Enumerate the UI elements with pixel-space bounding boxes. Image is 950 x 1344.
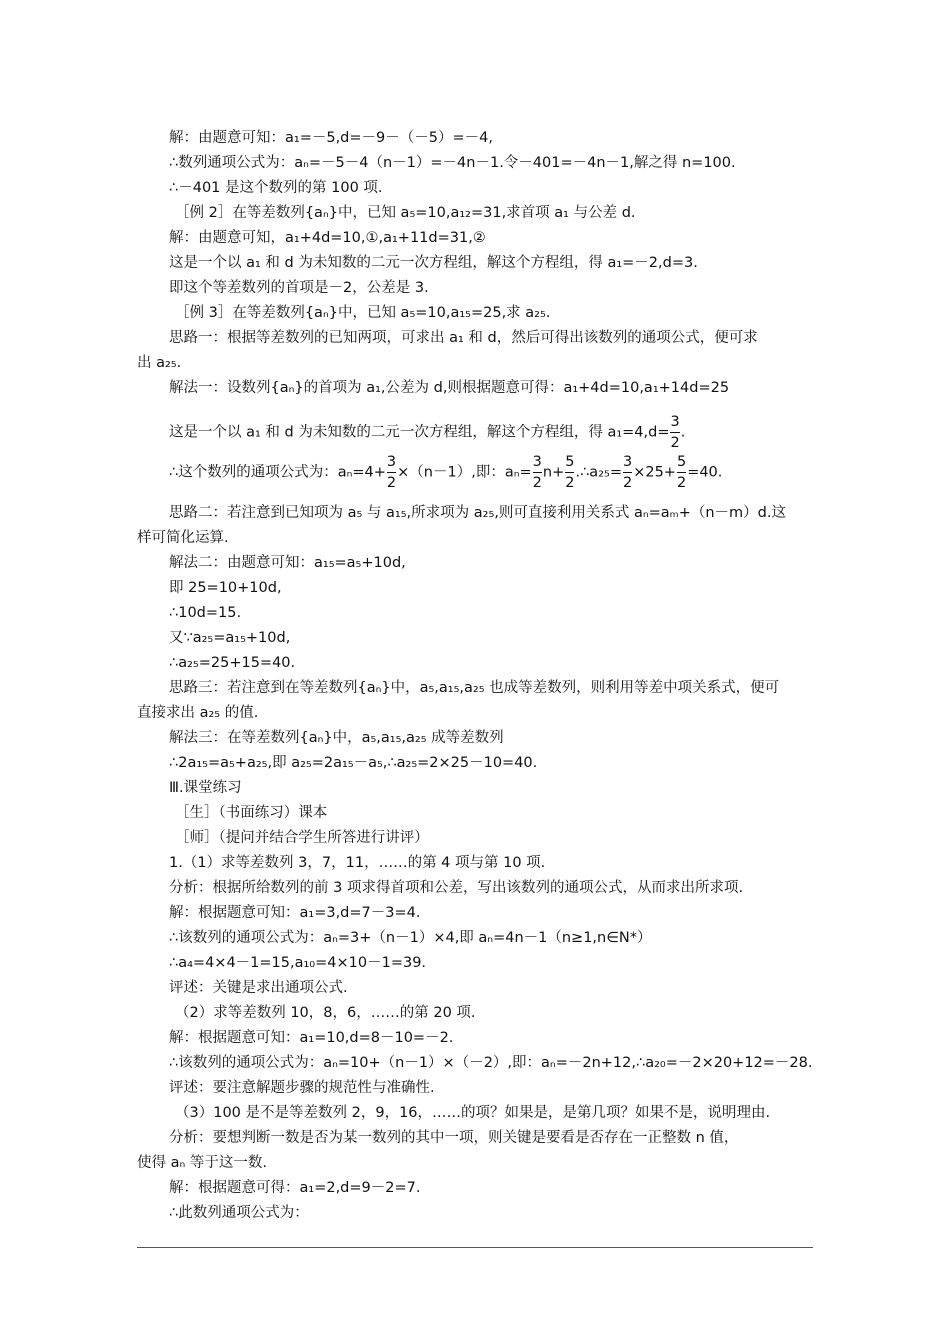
text-line: ∴2a₁₅=a₅+a₂₅,即 a₂₅=2a₁₅－a₅,∴a₂₅=2×25－10=40. xyxy=(169,755,538,771)
text-line: ∴此数列通项公式为： xyxy=(169,1205,309,1221)
fraction-numerator: 3 xyxy=(387,452,396,473)
text-line: ∴该数列的通项公式为：aₙ=3+（n－1）×4,即 aₙ=4n－1（n≥1,n∈N*） xyxy=(169,930,652,946)
text-line: 即这个等差数列的首项是－2，公差是 3. xyxy=(169,280,429,296)
text-line: ［例 2］在等差数列{aₙ}中，已知 a₅=10,a₁₂=31,求首项 a₁ 与公差 d. xyxy=(175,205,636,221)
text-line: 分析：要想判断一数是否为某一数列的其中一项，则关键是要看是否存在一正整数 n 值， xyxy=(169,1130,739,1146)
fraction-denominator: 2 xyxy=(532,475,542,491)
text-line: 直接求出 a₂₅ 的值. xyxy=(137,705,259,721)
text-line: 样可简化运算. xyxy=(137,530,229,546)
text-segment: n+ xyxy=(542,464,565,481)
text-segment: . xyxy=(680,424,686,441)
fraction xyxy=(387,452,396,493)
text-segment: 这是一个以 a₁ 和 d 为未知数的二元一次方程组，解这个方程组，得 a₁=4,d= xyxy=(169,424,670,441)
text-line: ∴10d=15. xyxy=(169,605,242,621)
text-line: 解：由题意可知，a₁+4d=10,①,a₁+11d=31,② xyxy=(169,230,486,246)
text-segment: ∴这个数列的通项公式为：aₙ=4+ xyxy=(169,464,386,481)
fraction-numerator: 3 xyxy=(670,412,679,433)
text-line: 思路一：根据等差数列的已知两项，可求出 a₁ 和 d，然后可得出该数列的通项公式，便可求 xyxy=(169,330,758,346)
text-line: ∴a₄=4×4－1=15,a₁₀=4×10－1=39. xyxy=(169,955,427,971)
text-line: 1.（1）求等差数列 3，7，11，……的第 4 项与第 10 项. xyxy=(169,855,546,871)
solve-equation-line xyxy=(0,412,950,453)
fraction xyxy=(677,452,686,493)
fraction-numerator: 3 xyxy=(623,452,632,473)
general-term-formula-line xyxy=(0,452,950,493)
text-line: ∴－401 是这个数列的第 100 项. xyxy=(169,180,383,196)
fraction-three-halves xyxy=(670,412,679,453)
text-line: 解法三：在等差数列{aₙ}中，a₅,a₁₅,a₂₅ 成等差数列 xyxy=(169,730,504,746)
fraction-numerator: 3 xyxy=(533,452,542,473)
fraction-denominator: 2 xyxy=(565,475,575,491)
text-line: （3）100 是不是等差数列 2，9，16，……的项？如果是，是第几项？如果不是，说明理由. xyxy=(175,1105,771,1121)
text-line: ∴该数列的通项公式为：aₙ=10+（n－1）×（－2）,即：aₙ=－2n+12,∴a₂₀=－2×20+12=－28. xyxy=(169,1055,813,1071)
fraction-denominator: 2 xyxy=(670,435,680,451)
text-line: Ⅲ.课堂练习 xyxy=(169,780,242,796)
text-line: 解：根据题意可得：a₁=2,d=9－2=7. xyxy=(169,1180,421,1196)
text-line: 解：由题意可知：a₁=－5,d=－9－（－5）=－4, xyxy=(169,130,493,146)
text-line: ∴a₂₅=25+15=40. xyxy=(169,655,296,671)
text-line: 思路三：若注意到在等差数列{aₙ}中，a₅,a₁₅,a₂₅ 也成等差数列，则利用等差中项关系式，便可 xyxy=(169,680,780,696)
fraction-denominator: 2 xyxy=(622,475,633,491)
text-line: （2）求等差数列 10，8，6，……的第 20 项. xyxy=(175,1005,476,1021)
fraction-numerator: 5 xyxy=(565,452,574,473)
fraction-denominator: 2 xyxy=(386,475,397,491)
text-segment: .∴a₂₅= xyxy=(575,464,622,481)
fraction-numerator: 5 xyxy=(677,452,686,473)
fraction xyxy=(533,452,542,493)
text-line: 这是一个以 a₁ 和 d 为未知数的二元一次方程组，解这个方程组，得 a₁=－2,d=3. xyxy=(169,255,698,271)
text-segment: =40. xyxy=(687,464,723,481)
fraction xyxy=(623,452,632,493)
text-line: 评述：关键是求出通项公式. xyxy=(169,980,348,996)
text-line: 评述：要注意解题步骤的规范性与准确性. xyxy=(169,1080,435,1096)
text-segment: ×25+ xyxy=(633,464,676,481)
text-line: 出 a₂₅. xyxy=(137,355,182,371)
text-line: ∴数列通项公式为：aₙ=－5－4（n－1）=－4n－1.令－401=－4n－1,解之得 n=100. xyxy=(169,155,736,171)
text-line: 解法二：由题意可知：a₁₅=a₅+10d, xyxy=(169,555,406,571)
text-line: ［生］（书面练习）课本 xyxy=(175,805,328,821)
text-line: 解：根据题意可知：a₁=10,d=8－10=－2. xyxy=(169,1030,454,1046)
text-line: 解：根据题意可知：a₁=3,d=7－3=4. xyxy=(169,905,421,921)
fraction-denominator: 2 xyxy=(676,475,687,491)
text-line: 分析：根据所给数列的前 3 项求得首项和公差，写出该数列的通项公式，从而求出所求项. xyxy=(169,880,744,896)
fraction xyxy=(565,452,574,493)
text-line: 思路二：若注意到已知项为 a₅ 与 a₁₅,所求项为 a₂₅,则可直接利用关系式 aₙ=aₘ+（n－m）d.这 xyxy=(169,505,786,521)
footer-divider xyxy=(137,1247,813,1248)
text-line: 又∵a₂₅=a₁₅+10d, xyxy=(169,630,291,646)
text-line: ［例 3］在等差数列{aₙ}中，已知 a₅=10,a₁₅=25,求 a₂₅. xyxy=(175,305,551,321)
text-line: ［师］（提问并结合学生所答进行讲评） xyxy=(175,830,429,846)
text-segment: ×（n－1）,即：aₙ= xyxy=(397,464,532,481)
text-line: 即 25=10+10d, xyxy=(169,580,282,596)
text-line: 使得 aₙ 等于这一数. xyxy=(137,1155,267,1171)
text-line: 解法一：设数列{aₙ}的首项为 a₁,公差为 d,则根据题意可得：a₁+4d=10,a₁+14d=25 xyxy=(169,380,730,396)
